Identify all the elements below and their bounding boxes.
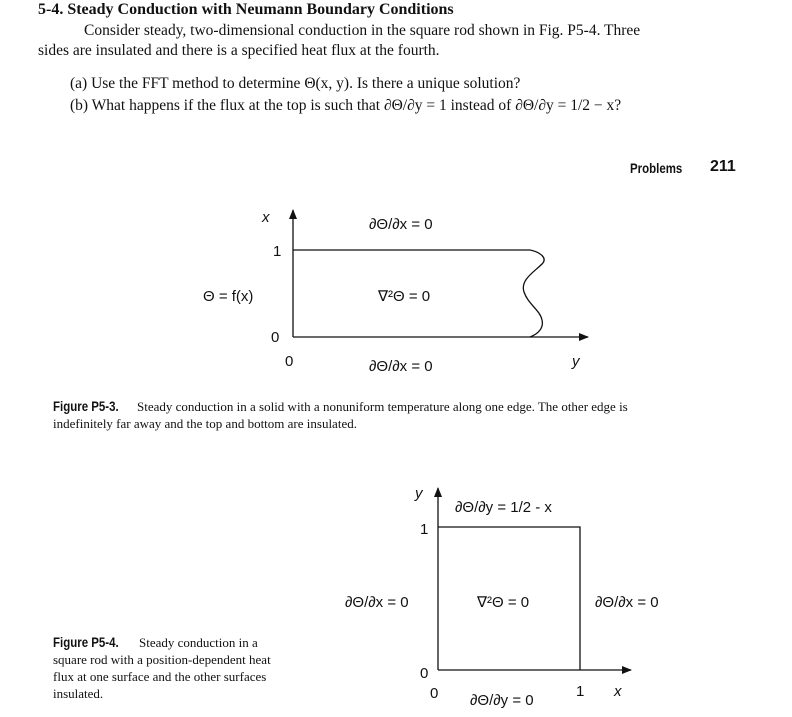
p53-interior-eq: ∇²Θ = 0: [378, 288, 431, 305]
p53-tick-0-bottom: 0: [285, 353, 294, 370]
p53-tick-0-left: 0: [271, 329, 280, 346]
problem-part-a: (a) Use the FFT method to determine Θ(x, y). Is there a unique solution?: [70, 75, 521, 92]
p53-axis-y-label: y: [572, 353, 580, 370]
caption-p5-3-line2: indefinitely far away and the top and bottom are insulated.: [53, 416, 357, 431]
p54-axis-y-label: y: [415, 485, 423, 502]
running-header-section: Problems: [630, 160, 683, 176]
p54-tick-0-left: 0: [420, 665, 429, 682]
p54-right-bc: ∂Θ/∂x = 0: [595, 594, 659, 611]
p54-left-bc: ∂Θ/∂x = 0: [345, 594, 409, 611]
caption-p5-3-line1: Steady conduction in a solid with a nonuniform temperature along one edge. The other edge is: [137, 399, 628, 414]
caption-p5-3: [53, 398, 773, 432]
p53-bottom-bc: ∂Θ/∂x = 0: [369, 358, 433, 375]
caption-p5-4-line2: square rod with a position-dependent heat: [53, 652, 271, 667]
p54-bottom-bc: ∂Θ/∂y = 0: [470, 692, 534, 709]
problem-title: 5-4. Steady Conduction with Neumann Boundary Conditions: [38, 1, 454, 18]
p54-axis-x-label: x: [614, 683, 622, 700]
problem-paragraph-line1: Consider steady, two-dimensional conduction in the square rod shown in Fig. P5-4. Three: [84, 22, 641, 39]
p53-axis-x-label: x: [262, 209, 270, 226]
problem-part-b: (b) What happens if the flux at the top is such that ∂Θ/∂y = 1 instead of ∂Θ/∂y = 1/2 − x?: [70, 97, 622, 114]
caption-p5-3-label: Figure P5-3.: [53, 398, 119, 414]
p54-tick-0-bottom: 0: [430, 685, 439, 702]
p54-tick-1-bottom: 1: [576, 683, 585, 700]
p54-interior-eq: ∇²Θ = 0: [477, 594, 530, 611]
p53-left-bc: Θ = f(x): [203, 288, 254, 305]
p53-tick-1: 1: [273, 243, 282, 260]
caption-p5-4: [53, 634, 333, 702]
p53-break-line: [523, 250, 544, 337]
p54-top-bc: ∂Θ/∂y = 1/2 - x: [455, 499, 552, 516]
problem-paragraph-line2: sides are insulated and there is a specified heat flux at the fourth.: [38, 42, 440, 59]
caption-p5-4-line3: flux at one surface and the other surfaces: [53, 669, 267, 684]
caption-p5-4-line1: Steady conduction in a: [139, 635, 258, 650]
caption-p5-4-label: Figure P5-4.: [53, 634, 119, 650]
p54-tick-1-left: 1: [420, 521, 429, 538]
caption-p5-4-line4: insulated.: [53, 686, 104, 701]
p53-top-bc: ∂Θ/∂x = 0: [369, 216, 433, 233]
running-header-page: 211: [710, 158, 736, 175]
